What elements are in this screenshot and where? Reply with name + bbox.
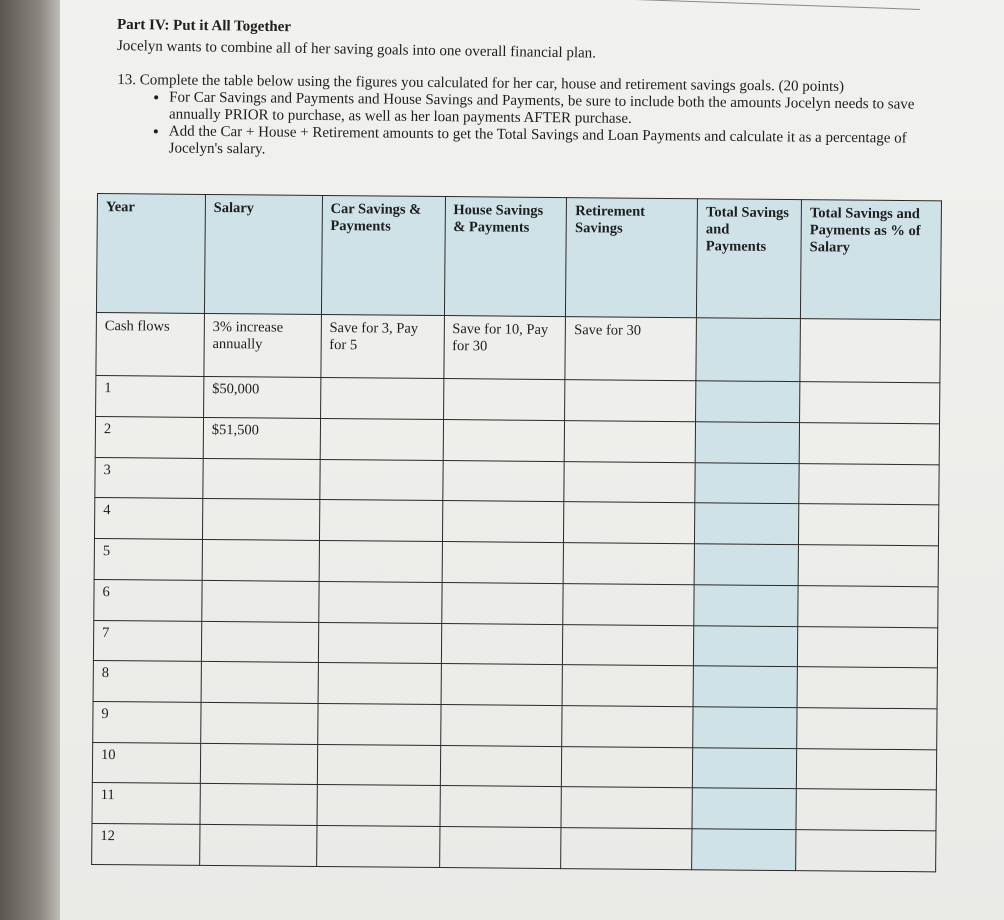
- total-cell[interactable]: [695, 462, 799, 504]
- car-cell[interactable]: [320, 418, 443, 460]
- retirement-cell[interactable]: [564, 502, 695, 544]
- year-cell: 2: [95, 416, 203, 458]
- percent-cell[interactable]: [798, 585, 938, 627]
- car-cell[interactable]: [319, 500, 442, 542]
- percent-cell[interactable]: [796, 748, 936, 790]
- car-cell[interactable]: [318, 663, 441, 705]
- house-cell[interactable]: [442, 501, 564, 543]
- retirement-cell[interactable]: [565, 380, 696, 422]
- financial-plan-table: [91, 193, 942, 872]
- cash-flows-car: Save for 3, Pay for 5: [321, 314, 444, 378]
- total-cell[interactable]: [693, 707, 797, 749]
- percent-cell[interactable]: [797, 667, 937, 709]
- total-cell[interactable]: [694, 625, 798, 667]
- header-total: Total Savings and Payments: [697, 199, 802, 319]
- salary-cell[interactable]: $51,500: [203, 417, 320, 459]
- year-cell: 3: [95, 457, 203, 499]
- percent-cell[interactable]: [798, 626, 938, 668]
- percent-cell[interactable]: [798, 545, 938, 587]
- retirement-cell[interactable]: [565, 421, 696, 463]
- house-cell[interactable]: [439, 827, 561, 869]
- car-cell[interactable]: [317, 785, 440, 827]
- header-percent: Total Savings and Payments as % of Salary: [801, 200, 942, 320]
- year-cell: 9: [93, 701, 201, 743]
- car-cell[interactable]: [319, 459, 442, 501]
- year-cell: 10: [92, 742, 200, 784]
- table-row: [92, 824, 936, 872]
- year-cell: 8: [93, 661, 201, 703]
- house-cell[interactable]: [440, 705, 562, 747]
- cash-flows-label: Cash flows: [96, 312, 204, 376]
- retirement-cell[interactable]: [563, 583, 694, 625]
- year-cell: 11: [92, 783, 200, 825]
- percent-cell[interactable]: [796, 830, 936, 872]
- instruction-bullet: • For Car Savings and Payments and House Savings and Payments, be sure to include both the amounts Jocelyn needs to save annually PRIOR to purchase, as well as her loan payments AFTER purchase.: [169, 90, 937, 131]
- car-cell[interactable]: [318, 622, 441, 664]
- intro-text: Jocelyn wants to combine all of her saving goals into one overall financial plan.: [116, 38, 597, 62]
- car-cell[interactable]: [319, 541, 442, 583]
- house-cell[interactable]: [442, 460, 564, 502]
- house-cell[interactable]: [441, 664, 563, 706]
- salary-cell[interactable]: [201, 621, 318, 663]
- year-cell: 7: [93, 620, 201, 662]
- total-cell[interactable]: [693, 666, 797, 708]
- house-cell[interactable]: [441, 623, 563, 665]
- question-text: Complete the table below using the figures you calculated for her car, house and retirement savings goals. (20 points): [139, 72, 845, 95]
- cash-flows-house: Save for 10, Pay for 30: [443, 316, 565, 380]
- retirement-cell[interactable]: [561, 828, 692, 870]
- salary-cell[interactable]: [203, 458, 320, 500]
- house-cell[interactable]: [443, 379, 565, 421]
- cash-flows-retirement: Save for 30: [565, 317, 696, 381]
- question-number: 13.: [117, 72, 137, 89]
- header-house: House Savings & Payments: [444, 197, 567, 317]
- cash-flows-total[interactable]: [696, 318, 800, 382]
- retirement-cell[interactable]: [562, 746, 693, 788]
- percent-cell[interactable]: [796, 789, 936, 831]
- retirement-cell[interactable]: [562, 706, 693, 748]
- total-cell[interactable]: [695, 422, 799, 464]
- car-cell[interactable]: [317, 703, 440, 745]
- header-salary: Salary: [204, 194, 322, 314]
- header-car: Car Savings & Payments: [321, 195, 445, 315]
- year-cell: 4: [94, 498, 202, 540]
- salary-cell[interactable]: [202, 540, 319, 582]
- retirement-cell[interactable]: [563, 624, 694, 666]
- total-cell[interactable]: [693, 747, 797, 789]
- cash-flows-salary: 3% increase annually: [204, 313, 321, 377]
- total-cell[interactable]: [696, 381, 800, 423]
- salary-cell[interactable]: [200, 743, 317, 785]
- salary-cell[interactable]: [200, 784, 317, 826]
- house-cell[interactable]: [442, 542, 564, 584]
- retirement-cell[interactable]: [563, 543, 694, 585]
- header-year: Year: [96, 194, 205, 314]
- question-13: [117, 72, 938, 165]
- year-cell: 6: [94, 579, 202, 621]
- car-cell[interactable]: [318, 581, 441, 623]
- house-cell[interactable]: [441, 582, 563, 624]
- car-cell[interactable]: [317, 744, 440, 786]
- percent-cell[interactable]: [799, 423, 939, 465]
- salary-cell[interactable]: [201, 662, 318, 704]
- header-retirement: Retirement Savings: [566, 198, 698, 318]
- house-cell[interactable]: [443, 419, 565, 461]
- percent-cell[interactable]: [799, 504, 939, 546]
- salary-cell[interactable]: $50,000: [203, 377, 320, 419]
- year-cell: 1: [96, 376, 204, 418]
- car-cell[interactable]: [320, 378, 443, 420]
- car-cell[interactable]: [316, 826, 439, 868]
- house-cell[interactable]: [439, 786, 561, 828]
- percent-cell[interactable]: [800, 382, 940, 424]
- year-cell: 5: [94, 539, 202, 581]
- salary-cell[interactable]: [202, 499, 319, 541]
- percent-cell[interactable]: [797, 708, 937, 750]
- header-row: [96, 194, 941, 320]
- instruction-bullet: • Add the Car + House + Retirement amounts to get the Total Savings and Loan Payments and calculate it as a percentage of Jocelyn's salary.: [169, 123, 937, 164]
- salary-cell[interactable]: [201, 702, 318, 744]
- retirement-cell[interactable]: [564, 461, 695, 503]
- salary-cell[interactable]: [199, 825, 316, 867]
- year-cell: 12: [92, 824, 200, 866]
- percent-cell[interactable]: [799, 463, 939, 505]
- total-cell[interactable]: [694, 585, 798, 627]
- retirement-cell[interactable]: [562, 665, 693, 707]
- section-title: Part IV: Put it All Together: [116, 16, 292, 36]
- total-cell[interactable]: [692, 788, 796, 830]
- total-cell[interactable]: [692, 829, 796, 871]
- cash-flows-row: [96, 312, 941, 383]
- total-cell[interactable]: [695, 503, 799, 545]
- salary-cell[interactable]: [202, 580, 319, 622]
- total-cell[interactable]: [694, 544, 798, 586]
- house-cell[interactable]: [440, 745, 562, 787]
- cash-flows-percent[interactable]: [800, 319, 940, 383]
- retirement-cell[interactable]: [561, 787, 692, 829]
